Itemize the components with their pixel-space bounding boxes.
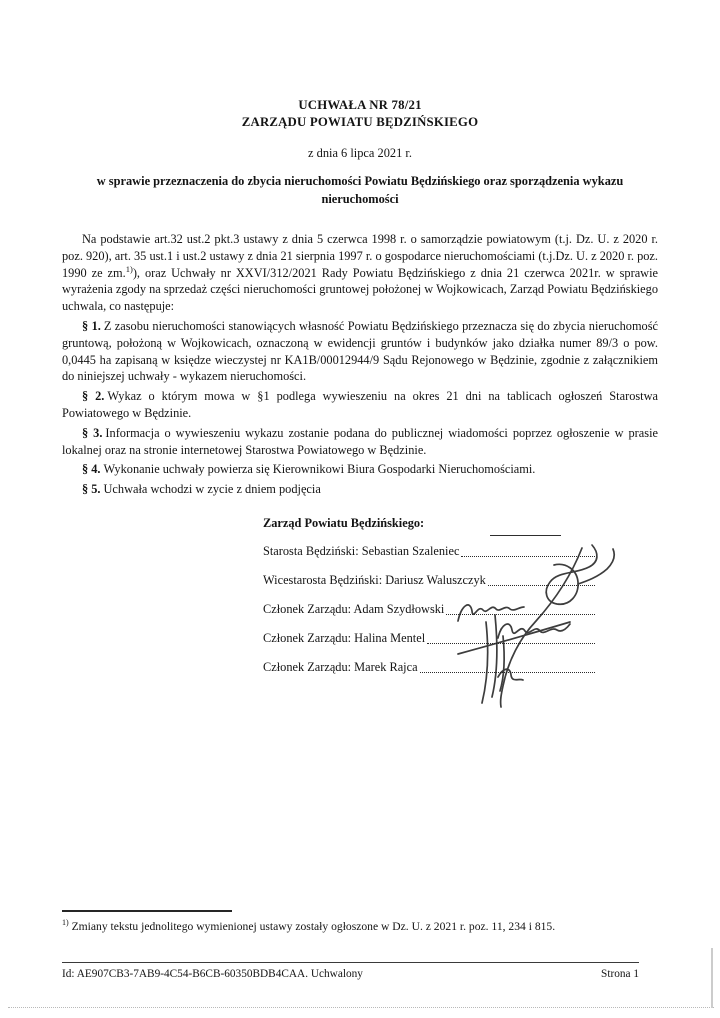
- document-body: [62, 231, 658, 501]
- signature-row-czlonek-3: [263, 659, 595, 676]
- footnote: [62, 910, 622, 933]
- section-marker-2: § 2.: [82, 389, 105, 404]
- dotted-leader: [427, 643, 595, 644]
- signature-label: Starosta Będziński: Sebastian Szaleniec: [263, 544, 460, 558]
- section-paragraph-1: [62, 318, 658, 385]
- preamble-paragraph: [62, 231, 658, 315]
- section-paragraph-3: [62, 425, 658, 459]
- signature-label: Członek Zarządu: Adam Szydłowski: [263, 602, 445, 616]
- section-marker-5: § 5.: [82, 482, 101, 497]
- footnote-body: Zmiany tekstu jednolitego wymienionej ustawy zostały ogłoszone w Dz. U. z 2021 r. poz. 11, 234 i 815.: [71, 919, 556, 933]
- resolution-subject: w sprawie przeznaczenia do zbycia nieruchomości Powiatu Będzińskiego oraz sporządzenia wykazu nieruchomości: [96, 174, 624, 206]
- section-marker-4: § 4.: [82, 462, 101, 477]
- footnote-reference: 1): [125, 263, 133, 274]
- dotted-leader: [446, 614, 595, 615]
- section-text-2: Wykaz o którym mowa w §1 podlega wywieszeniu na okres 21 dni na tablicach ogłoszeń Starostwa Powiatowego w Będzinie.: [62, 389, 658, 420]
- resolution-date: z dnia 6 lipca 2021 r.: [308, 146, 412, 160]
- document-id: Id: AE907CB3-7AB9-4C54-B6CB-60350BDB4CAA. Uchwalony: [62, 968, 363, 980]
- dotted-leader: [461, 556, 595, 557]
- section-marker-1: § 1.: [82, 318, 101, 333]
- preamble-text-end: ), oraz Uchwały nr XXVI/312/2021 Rady Powiatu Będzińskiego z dnia 21 czerwca 2021r. w sprawie wyrażenia zgody na sprzedaż części nieruchomości gruntowej położonej w Wojkowicach, Zarząd Powiatu Będzińskiego uchwala, co następuje:: [62, 265, 659, 314]
- document-header: [62, 97, 658, 208]
- footnote-marker: 1): [62, 918, 69, 927]
- section-marker-3: § 3.: [82, 425, 103, 440]
- footnote-separator: [62, 910, 232, 912]
- scan-artifact-line: [8, 1007, 714, 1008]
- signature-label: Członek Zarządu: Marek Rajca: [263, 660, 418, 674]
- section-paragraph-2: [62, 388, 658, 422]
- section-paragraph-5: [62, 481, 658, 498]
- section-paragraph-4: [62, 461, 658, 478]
- section-text-1: Z zasobu nieruchomości stanowiących własność Powiatu Będzińskiego przeznacza się do zbycia nieruchomość gruntową, położoną w Wojkowicach, oznaczoną w ewidencji gruntów i budynków jako działka numer 89/3 o pow. 0,0445 ha zapisaną w księdze wieczystej nr KA1B/00012944/9 Sądu Rejonowego w Będzinie, zgodnie z załącznikiem do niniejszej uchwały - wykazem nieruchomości.: [62, 318, 659, 384]
- page-number: Strona 1: [601, 968, 639, 980]
- signature-line: [490, 535, 561, 536]
- dotted-leader: [420, 672, 595, 673]
- signature-row-wicestarosta: [263, 572, 595, 589]
- dotted-leader: [488, 585, 595, 586]
- resolution-number: UCHWAŁA NR 78/21: [298, 98, 422, 112]
- signature-row-starosta: [263, 543, 595, 560]
- section-text-5: Uchwała wchodzi w zycie z dniem podjęcia: [103, 482, 321, 497]
- footnote-text: [62, 918, 622, 933]
- section-text-3: Informacja o wywieszeniu wykazu zostanie podana do publicznej wiadomości poprzez ogłoszenie w prasie lokalnej oraz na stronie internetowej Starostwa Powiatowego w Będzinie.: [62, 425, 658, 457]
- preamble-text-start: Na podstawie art.32 ust.2 pkt.3 ustawy z dnia 5 czerwca 1998 r. o samorządzie powiatowym (t.j. Dz. U. z 2020 r. poz. 920), art. 35 ust.1 i ust.2 ustawy z dnia 21 sierpnia 1997 r. o gospodarce nieruchomościami (t.j.Dz. U. z 2020 r. poz. 1990 ze zm.: [62, 232, 658, 280]
- signature-row-czlonek-1: [263, 601, 595, 618]
- signature-label: Wicestarosta Będziński: Dariusz Waluszczyk: [263, 573, 486, 587]
- scan-artifact-edge: [711, 948, 713, 1008]
- signature-heading: Zarząd Powiatu Będzińskiego:: [263, 516, 425, 530]
- signature-row-czlonek-2: [263, 630, 595, 647]
- document-footer: [62, 962, 639, 980]
- signature-label: Członek Zarządu: Halina Mentel: [263, 631, 426, 645]
- section-text-4: Wykonanie uchwały powierza się Kierownikowi Biura Gospodarki Nieruchomościami.: [103, 462, 536, 477]
- resolution-issuer: ZARZĄDU POWIATU BĘDZIŃSKIEGO: [241, 115, 479, 129]
- signature-block: [263, 516, 595, 688]
